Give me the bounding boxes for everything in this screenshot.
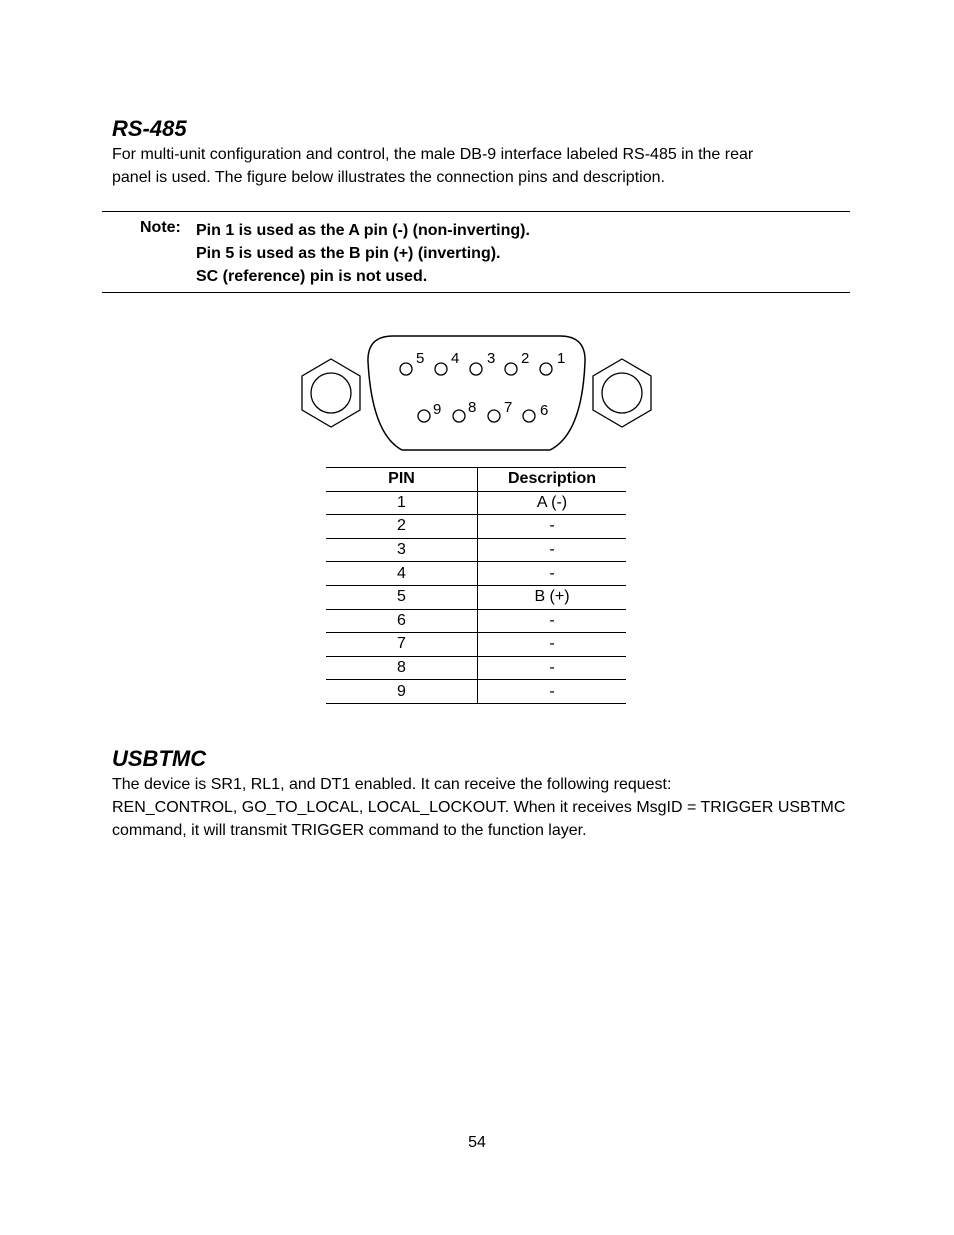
pin-3-contact <box>470 363 482 375</box>
pin-cell: 9 <box>326 680 478 704</box>
pin-1-label: 1 <box>557 350 566 367</box>
pin-8-label: 8 <box>468 399 477 416</box>
description-cell: - <box>478 562 627 586</box>
pin-7-label: 7 <box>504 399 513 416</box>
note-line: Pin 5 is used as the B pin (+) (inverting). <box>196 245 501 262</box>
pin-cell: 7 <box>326 633 478 657</box>
table-header-row <box>326 468 626 492</box>
pin-2-contact <box>505 363 517 375</box>
db9-connector-diagram <box>290 326 666 458</box>
description-cell: B (+) <box>478 585 627 609</box>
description-cell: - <box>478 680 627 704</box>
note-line: Pin 1 is used as the A pin (-) (non-inverting). <box>196 222 530 239</box>
table-row <box>326 515 626 539</box>
pin-cell: 3 <box>326 538 478 562</box>
description-cell: - <box>478 656 627 680</box>
description-column-header: Description <box>478 468 627 492</box>
table-row <box>326 491 626 515</box>
pin-cell: 5 <box>326 585 478 609</box>
pin-8-contact <box>453 410 465 422</box>
rs485-heading: RS-485 <box>112 116 187 141</box>
table-row <box>326 585 626 609</box>
pin-5-label: 5 <box>416 350 425 367</box>
table-row <box>326 680 626 704</box>
pin-6-contact <box>523 410 535 422</box>
table-row <box>326 633 626 657</box>
usbtmc-body <box>112 773 852 842</box>
right-screw-hole <box>602 373 642 413</box>
note-text <box>196 219 530 288</box>
note-label: Note: <box>140 219 181 236</box>
description-cell: - <box>478 633 627 657</box>
page-number: 54 <box>468 1134 486 1151</box>
pin-9-label: 9 <box>433 401 442 418</box>
rs485-intro-line: panel is used. The figure below illustrates the connection pins and description. <box>112 169 665 186</box>
note-top-rule <box>102 211 850 212</box>
usbtmc-line: command, it will transmit TRIGGER command to the function layer. <box>112 822 587 839</box>
pin-7-contact <box>488 410 500 422</box>
description-cell: A (-) <box>478 491 627 515</box>
note-line: SC (reference) pin is not used. <box>196 268 428 285</box>
note-bottom-rule <box>102 292 850 293</box>
pin-cell: 8 <box>326 656 478 680</box>
table-row <box>326 562 626 586</box>
rs485-intro-line: For multi-unit configuration and control, the male DB-9 interface labeled RS-485 in the rear <box>112 146 754 163</box>
rs485-intro <box>112 143 852 189</box>
pin-2-label: 2 <box>521 350 530 367</box>
pin-1-contact <box>540 363 552 375</box>
usbtmc-line: The device is SR1, RL1, and DT1 enabled. It can receive the following request: <box>112 776 672 793</box>
pin-cell: 4 <box>326 562 478 586</box>
pin-9-contact <box>418 410 430 422</box>
pin-6-label: 6 <box>540 402 549 419</box>
pin-4-contact <box>435 363 447 375</box>
description-cell: - <box>478 609 627 633</box>
left-screw-hole <box>311 373 351 413</box>
usbtmc-heading: USBTMC <box>112 746 207 771</box>
pin-cell: 1 <box>326 491 478 515</box>
table-row <box>326 538 626 562</box>
pin-description-table <box>326 467 626 704</box>
table-row <box>326 656 626 680</box>
table-row <box>326 609 626 633</box>
pin-5-contact <box>400 363 412 375</box>
description-cell: - <box>478 515 627 539</box>
connector-shell <box>368 336 585 450</box>
description-cell: - <box>478 538 627 562</box>
pin-4-label: 4 <box>451 350 460 367</box>
pin-cell: 2 <box>326 515 478 539</box>
pin-column-header: PIN <box>326 468 478 492</box>
pin-3-label: 3 <box>487 350 496 367</box>
pin-cell: 6 <box>326 609 478 633</box>
usbtmc-line: REN_CONTROL, GO_TO_LOCAL, LOCAL_LOCKOUT. When it receives MsgID = TRIGGER USBTMC <box>112 799 846 816</box>
